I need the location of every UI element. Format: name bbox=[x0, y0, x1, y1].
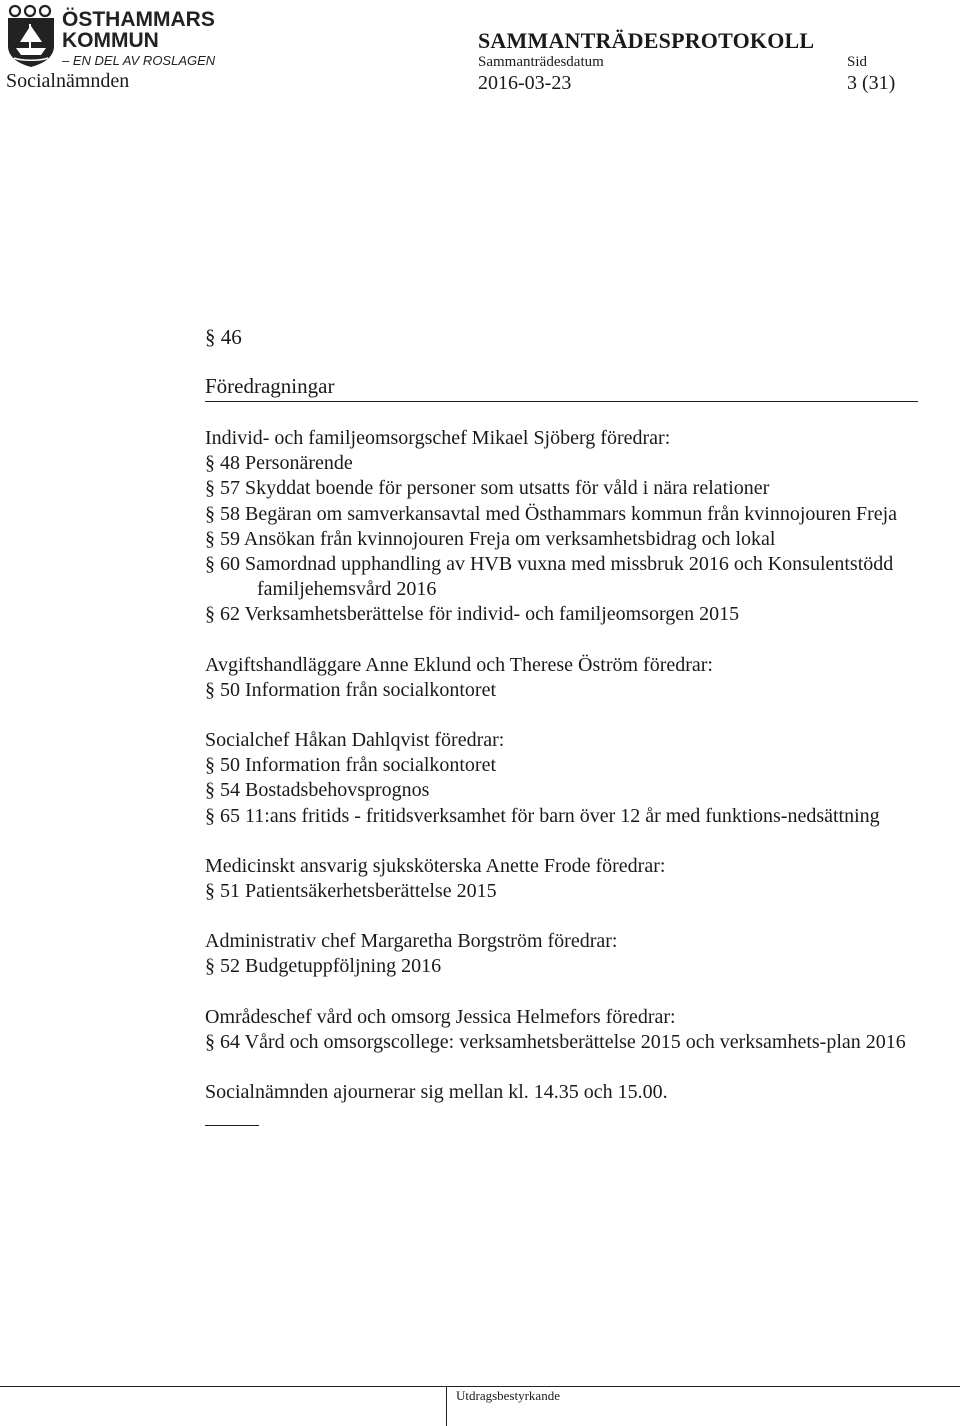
logo-line1: ÖSTHAMMARS bbox=[62, 8, 215, 31]
presenter-groups bbox=[205, 426, 925, 1055]
agenda-item bbox=[205, 954, 925, 979]
presenter-intro: Administrativ chef Margaretha Borgström föredrar: bbox=[205, 930, 618, 953]
end-rule bbox=[205, 1125, 259, 1126]
paragraph-sign: § bbox=[205, 527, 215, 550]
agenda-item bbox=[205, 778, 925, 803]
presenter-group bbox=[205, 1005, 925, 1055]
paragraph-sign: § bbox=[205, 779, 215, 802]
agenda-item-text: 50 Information från socialkontoret bbox=[220, 678, 497, 701]
paragraph-sign: § bbox=[205, 1030, 215, 1053]
paragraph-sign: § bbox=[205, 452, 215, 475]
paragraph-sign: § bbox=[205, 603, 215, 626]
meeting-date: 2016-03-23 bbox=[478, 72, 572, 94]
paragraph-sign: § bbox=[205, 804, 215, 827]
presenter-group bbox=[205, 854, 925, 904]
adjournment-note: Socialnämnden ajournerar sig mellan kl. 14.35 och 15.00. bbox=[205, 1081, 668, 1104]
agenda-item bbox=[205, 451, 925, 476]
agenda-item bbox=[205, 1030, 925, 1055]
paragraph-sign: § bbox=[205, 955, 215, 978]
agenda-item bbox=[205, 502, 925, 527]
presenter-group bbox=[205, 426, 925, 628]
presenter-intro: Medicinskt ansvarig sjuksköterska Anette Frode föredrar: bbox=[205, 854, 666, 877]
paragraph-sign: § bbox=[205, 553, 215, 576]
presenter-intro: Avgiftshandläggare Anne Eklund och Therese Öström föredrar: bbox=[205, 653, 713, 676]
logo-tagline: – EN DEL AV ROSLAGEN bbox=[62, 53, 216, 68]
footer-rule bbox=[0, 1386, 960, 1387]
presenter-group bbox=[205, 728, 925, 829]
agenda-item-text: 50 Information från socialkontoret bbox=[220, 754, 497, 777]
logo-line2: KOMMUN bbox=[62, 29, 159, 52]
agenda-item-text: 65 11:ans fritids - fritidsverksamhet för barn över 12 år med funktions-nedsättning bbox=[220, 804, 880, 827]
paragraph-sign: § bbox=[205, 754, 215, 777]
logo-graphic bbox=[4, 2, 216, 68]
date-label: Sammanträdesdatum bbox=[478, 54, 604, 70]
agenda-item bbox=[205, 753, 925, 778]
agenda-item-text: 60 Samordnad upphandling av HVB vuxna med missbruk 2016 och Konsulentstödd familjehemsvård 2016 bbox=[220, 553, 894, 601]
agenda-item-text: 62 Verksamhetsberättelse för individ- och familjeomsorgen 2015 bbox=[220, 603, 740, 626]
agenda-item-text: 59 Ansökan från kvinnojouren Freja om verksamhetsbidrag och lokal bbox=[220, 527, 776, 550]
agenda-item bbox=[205, 879, 925, 904]
presentations-list bbox=[205, 426, 925, 1126]
presenter-intro: Socialchef Håkan Dahlqvist föredrar: bbox=[205, 729, 505, 752]
agenda-item-text: 58 Begäran om samverkansavtal med Östhammars kommun från kvinnojouren Freja bbox=[220, 502, 898, 525]
agenda-item bbox=[205, 678, 925, 703]
presenter-intro: Områdeschef vård och omsorg Jessica Helmefors föredrar: bbox=[205, 1005, 676, 1028]
section-title: Föredragningar bbox=[205, 374, 918, 402]
agenda-item-text: 54 Bostadsbehovsprognos bbox=[220, 779, 430, 802]
agenda-item bbox=[205, 602, 925, 627]
agenda-item-text: 64 Vård och omsorgscollege: verksamhetsberättelse 2015 och verksamhets-plan 2016 bbox=[220, 1030, 906, 1053]
municipality-logo bbox=[4, 2, 216, 68]
presenter-intro: Individ- och familjeomsorgschef Mikael Sjöberg föredrar: bbox=[205, 427, 671, 449]
agenda-item-text: 52 Budgetuppföljning 2016 bbox=[220, 955, 442, 978]
agenda-item-text: 51 Patientsäkerhetsberättelse 2015 bbox=[220, 880, 497, 903]
paragraph-sign: § bbox=[205, 477, 215, 500]
board-name: Socialnämnden bbox=[6, 70, 130, 92]
agenda-item bbox=[205, 476, 925, 501]
paragraph-sign: § bbox=[205, 880, 215, 903]
document-title: SAMMANTRÄDESPROTOKOLL bbox=[478, 28, 815, 53]
paragraph-sign: § bbox=[205, 678, 215, 701]
paragraph-sign: § bbox=[205, 502, 215, 525]
agenda-item-text: 48 Personärende bbox=[220, 452, 353, 475]
agenda-item bbox=[205, 804, 925, 829]
presenter-group bbox=[205, 929, 925, 979]
certification-label: Utdragsbestyrkande bbox=[456, 1388, 560, 1403]
footer-divider bbox=[446, 1386, 447, 1426]
section-number: § 46 bbox=[205, 325, 242, 349]
agenda-item-text: 57 Skyddat boende för personer som utsatts för våld i nära relationer bbox=[220, 477, 770, 500]
page-label: Sid bbox=[847, 54, 868, 70]
presenter-group bbox=[205, 653, 925, 703]
agenda-item bbox=[205, 527, 925, 552]
agenda-item bbox=[205, 552, 925, 602]
page-number: 3 (31) bbox=[847, 72, 896, 94]
